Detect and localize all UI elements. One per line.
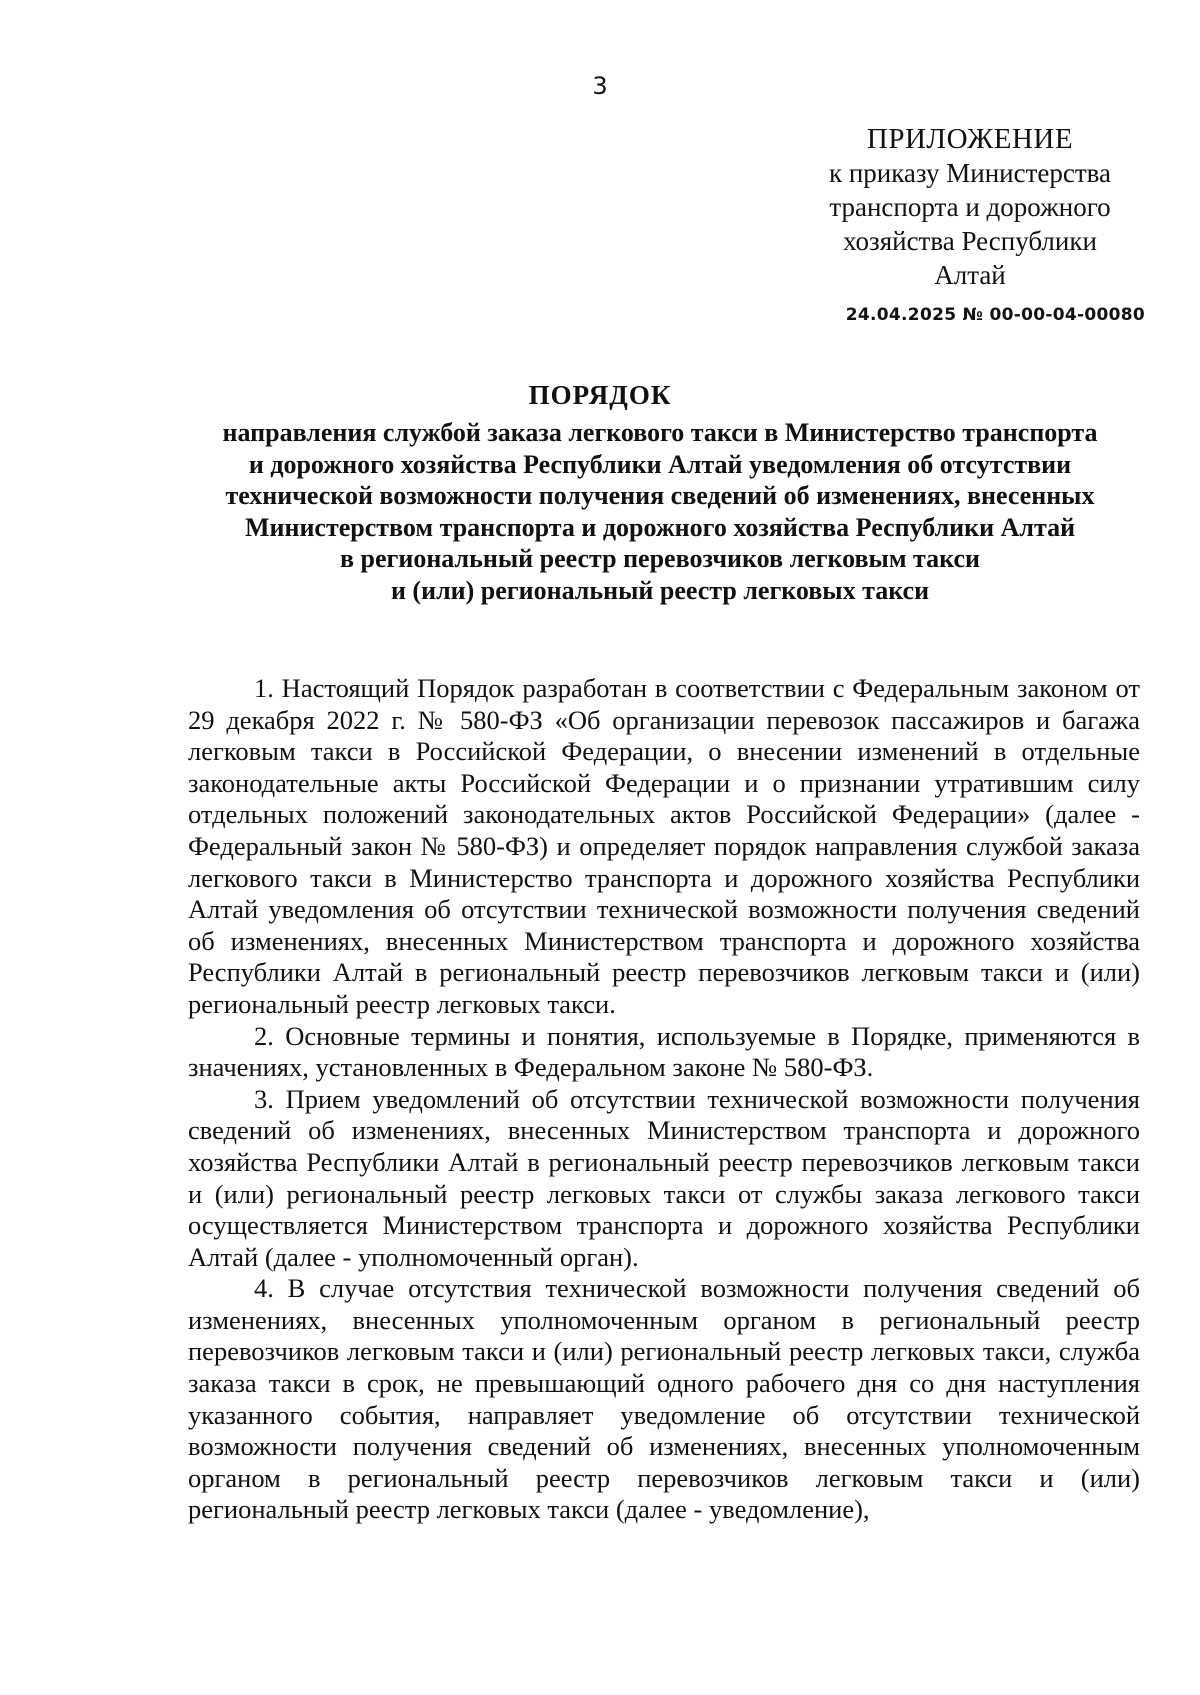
- appendix-title: ПРИЛОЖЕНИЕ: [866, 123, 1074, 155]
- appendix-line: к приказу Министерства: [828, 158, 1112, 188]
- appendix-line: Алтай: [934, 260, 1006, 290]
- appendix-line: хозяйства Республики: [843, 226, 1097, 256]
- document-title: ПОРЯДОК: [528, 380, 672, 410]
- subtitle-line: направления службой заказа легкового такси в Министерство транспорта: [222, 418, 1098, 447]
- document-body: [188, 673, 1140, 1526]
- subtitle-line: Министерством транспорта и дорожного хозяйства Республики Алтай: [244, 512, 1076, 542]
- paragraph-2: 2. Основные термины и понятия, используемые в Порядке, применяются в значениях, установленных в Федеральном законе № 580-ФЗ.: [188, 1020, 1140, 1083]
- subtitle-line: и дорожного хозяйства Республики Алтай уведомления об отсутствии: [248, 449, 1072, 479]
- order-reference: 24.04.2025 № 00-00-04-00080: [845, 305, 1145, 325]
- appendix-line: транспорта и дорожного: [829, 192, 1111, 222]
- document-subtitle: [180, 417, 1140, 606]
- subtitle-line: технической возможности получения сведений об изменениях, внесенных: [225, 481, 1095, 510]
- subtitle-line: и (или) региональный реестр легковых такси: [390, 575, 930, 605]
- subtitle-line: в региональный реестр перевозчиков легковым такси: [340, 544, 980, 573]
- paragraph-4: 4. В случае отсутствия технической возможности получения сведений об изменениях, внесенных уполномоченным органом в региональный реестр перевозчиков легковым такси и (или) региональный реестр легковых такси, служба заказа такси в срок, не превышающий одного рабочего дня со дня наступления указанного события, направляет уведомление об отсутствии технической возможности получения сведений об изменениях, внесенных уполномоченным органом в региональный реестр перевозчиков легковым такси и (или) региональный реестр легковых такси (далее - уведомление),: [188, 1273, 1140, 1525]
- paragraph-1: 1. Настоящий Порядок разработан в соответствии с Федеральным законом от 29 декабря 2022 г. № 580-ФЗ «Об организации перевозок пассажиров и багажа легковым такси в Российской Федерации, о внесении изменений в отдельные законодательные акты Российской Федерации и о признании утратившим силу отдельных положений законодательных актов Российской Федерации» (далее - Федеральный закон № 580-ФЗ) и определяет порядок направления службой заказа легкового такси в Министерство транспорта и дорожного хозяйства Республики Алтай уведомления об отсутствии технической возможности получения сведений об изменениях, внесенных Министерством транспорта и дорожного хозяйства Республики Алтай в региональный реестр перевозчиков легковым такси и (или) региональный реестр легковых такси.: [188, 673, 1140, 1019]
- appendix-block: [790, 122, 1150, 292]
- page-number: 3: [592, 72, 608, 100]
- paragraph-3: 3. Прием уведомлений об отсутствии технической возможности получения сведений об изменениях, внесенных Министерством транспорта и дорожного хозяйства Республики Алтай в региональный реестр перевозчиков легковым такси и (или) региональный реестр легковых такси от службы заказа легкового такси осуществляется Министерством транспорта и дорожного хозяйства Республики Алтай (далее - уполномоченный орган).: [188, 1083, 1140, 1272]
